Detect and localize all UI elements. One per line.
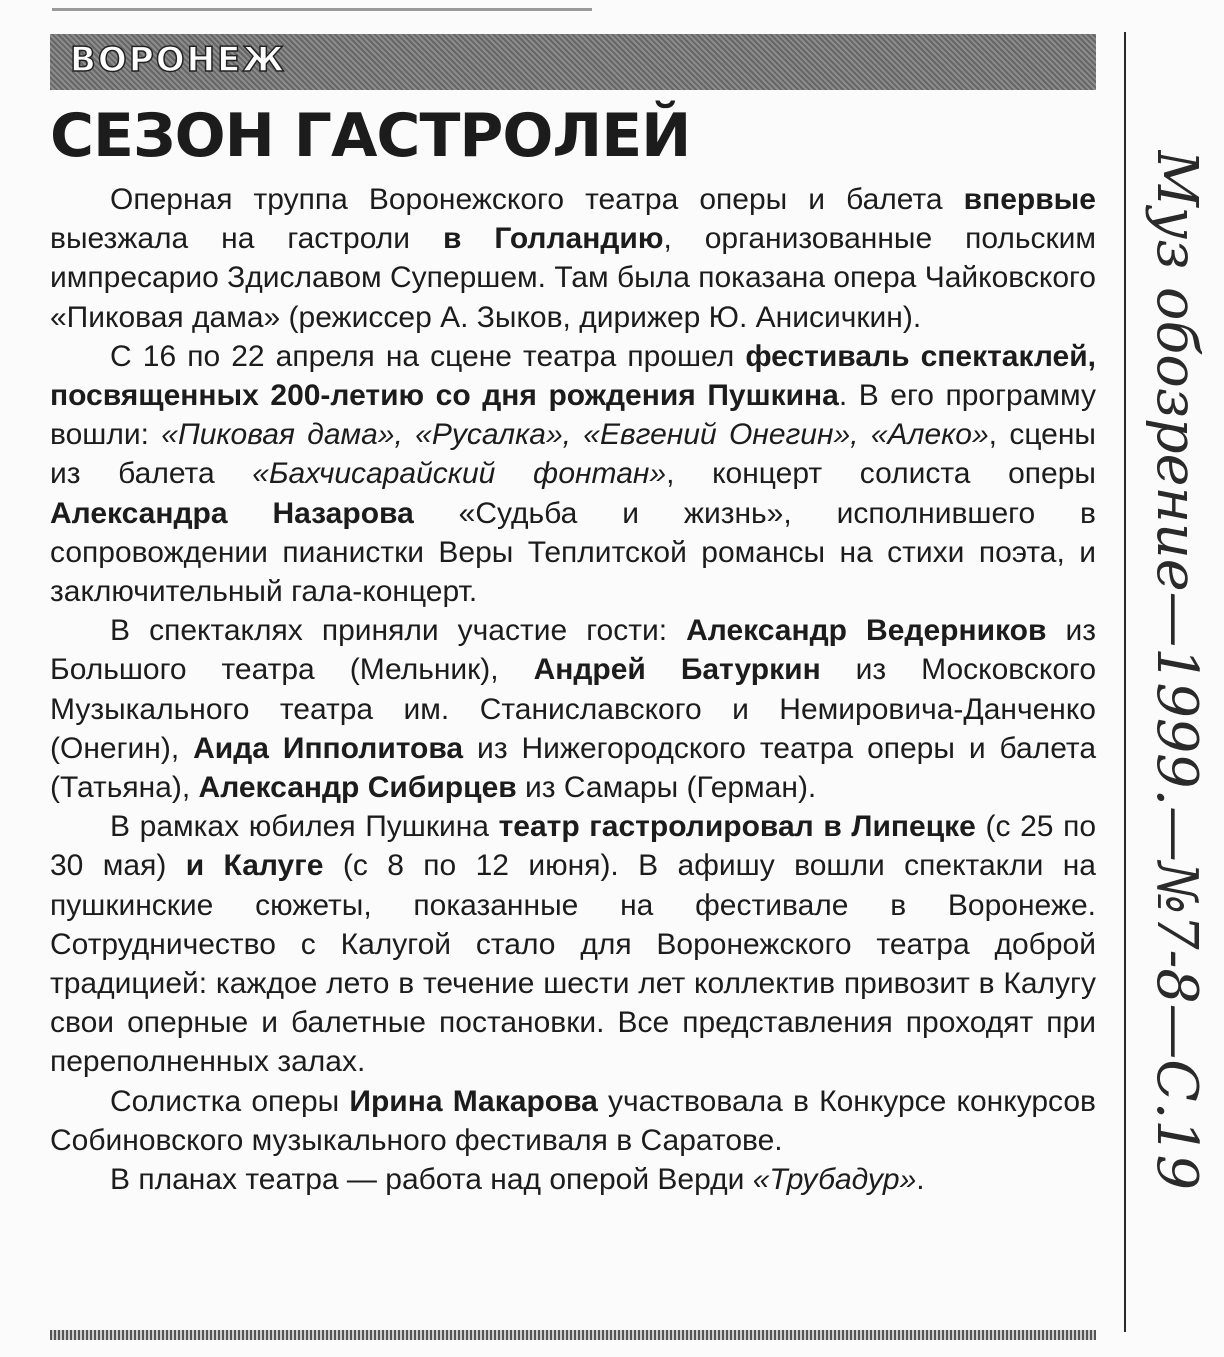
text-run: участвовала в Конкурсе конкурсов Собиновского музыкального фестиваля в Саратове. bbox=[50, 1084, 1096, 1157]
text-run: , организованные польским импресарио Здиславом Супершем. Там была показана опера Чайковского «Пиковая дама» (режиссер А. Зыков, дирижер Ю. Анисичкин). bbox=[50, 222, 1096, 334]
rubric-label: ВОРОНЕЖ bbox=[70, 40, 286, 80]
rubric-bar bbox=[50, 34, 1096, 90]
text-run: В планах театра — работа над оперой Верди bbox=[110, 1163, 753, 1197]
bold-run: и Калуге bbox=[185, 849, 324, 883]
article-body bbox=[50, 180, 1096, 1199]
text-run: , концерт солиста оперы bbox=[666, 457, 1096, 491]
text-run: (с 8 по 12 июня). В афишу вошли спектакли на пушкинские сюжеты, показанные на фестивале в Воронеже. Сотрудничество с Калугой стало для Воронежского театра доброй традицией: каждое лето в течение шести лет коллектив привозит в Калугу свои оперные и балетные постановки. Все представления проходят при переполненных залах. bbox=[50, 849, 1096, 1079]
paragraph-2 bbox=[50, 337, 1096, 611]
text-run: «Судьба и жизнь», исполнившего в сопровождении пианистки Веры Теплитской романсы на стихи поэта, и заключительный гала-концерт. bbox=[50, 496, 1096, 609]
bold-run: в Голландию bbox=[442, 222, 664, 256]
text-run: . bbox=[916, 1163, 925, 1197]
paragraph-3 bbox=[50, 611, 1096, 807]
bold-run: Александра Назарова bbox=[50, 496, 414, 530]
text-run: из Большого театра (Мельник), bbox=[50, 614, 1096, 687]
top-divider bbox=[52, 8, 592, 11]
text-run: , сцены из балета bbox=[50, 418, 1096, 491]
paragraph-6 bbox=[50, 1160, 1096, 1199]
text-run: С 16 по 22 апреля на сцене театра прошел bbox=[110, 339, 746, 373]
text-run: В спектаклях приняли участие гости: bbox=[110, 614, 687, 648]
bold-run: фестиваль спектаклей, посвященных 200-летию со дня рождения Пушкина bbox=[50, 339, 1096, 413]
italic-run: «Пиковая дама», «Русалка», «Евгений Онегин», «Алеко» bbox=[161, 418, 989, 452]
handwritten-source-note bbox=[1128, 150, 1218, 1200]
paragraph-5 bbox=[50, 1082, 1096, 1160]
bold-run: Александр Ведерников bbox=[686, 614, 1047, 648]
bold-run: театр гастролировал в Липецке bbox=[498, 810, 976, 844]
bold-run: Андрей Батуркин bbox=[533, 653, 821, 687]
text-run: выезжала на гастроли bbox=[50, 222, 443, 256]
bold-run: Александр Сибирцев bbox=[198, 771, 517, 805]
italic-run: «Бахчисарайский фонтан» bbox=[252, 457, 667, 491]
article-headline: СЕЗОН ГАСТРОЛЕЙ bbox=[50, 101, 691, 171]
text-run: В рамках юбилея Пушкина bbox=[110, 810, 499, 844]
paragraph-1 bbox=[50, 180, 1096, 337]
column-edge-line bbox=[1124, 32, 1126, 1332]
text-run: Солистка оперы bbox=[110, 1084, 350, 1118]
italic-run: «Трубадур» bbox=[752, 1163, 917, 1197]
handwritten-note-text: Муз обозрение—1999.—№7-8—С.19 bbox=[1144, 150, 1209, 1199]
handwritten-note-svg bbox=[1128, 150, 1218, 1200]
text-run: из Нижегородского театра оперы и балета (Татьяна), bbox=[50, 731, 1097, 805]
text-run: из Самары (Герман). bbox=[516, 771, 817, 805]
text-run: (с 25 по 30 мая) bbox=[50, 810, 1097, 883]
text-run: . В его программу вошли: bbox=[50, 379, 1097, 452]
text-run: из Московского Музыкального театра им. Станиславского и Немировича-Данченко (Онегин), bbox=[50, 653, 1096, 765]
text-run: Оперная труппа Воронежского театра оперы и балета bbox=[110, 183, 964, 216]
bold-run: Ирина Макарова bbox=[349, 1084, 598, 1118]
bold-run: впервые bbox=[963, 183, 1096, 216]
bottom-divider bbox=[50, 1330, 1096, 1340]
bold-run: Аида Ипполитова bbox=[193, 731, 464, 765]
paragraph-4 bbox=[50, 807, 1096, 1081]
